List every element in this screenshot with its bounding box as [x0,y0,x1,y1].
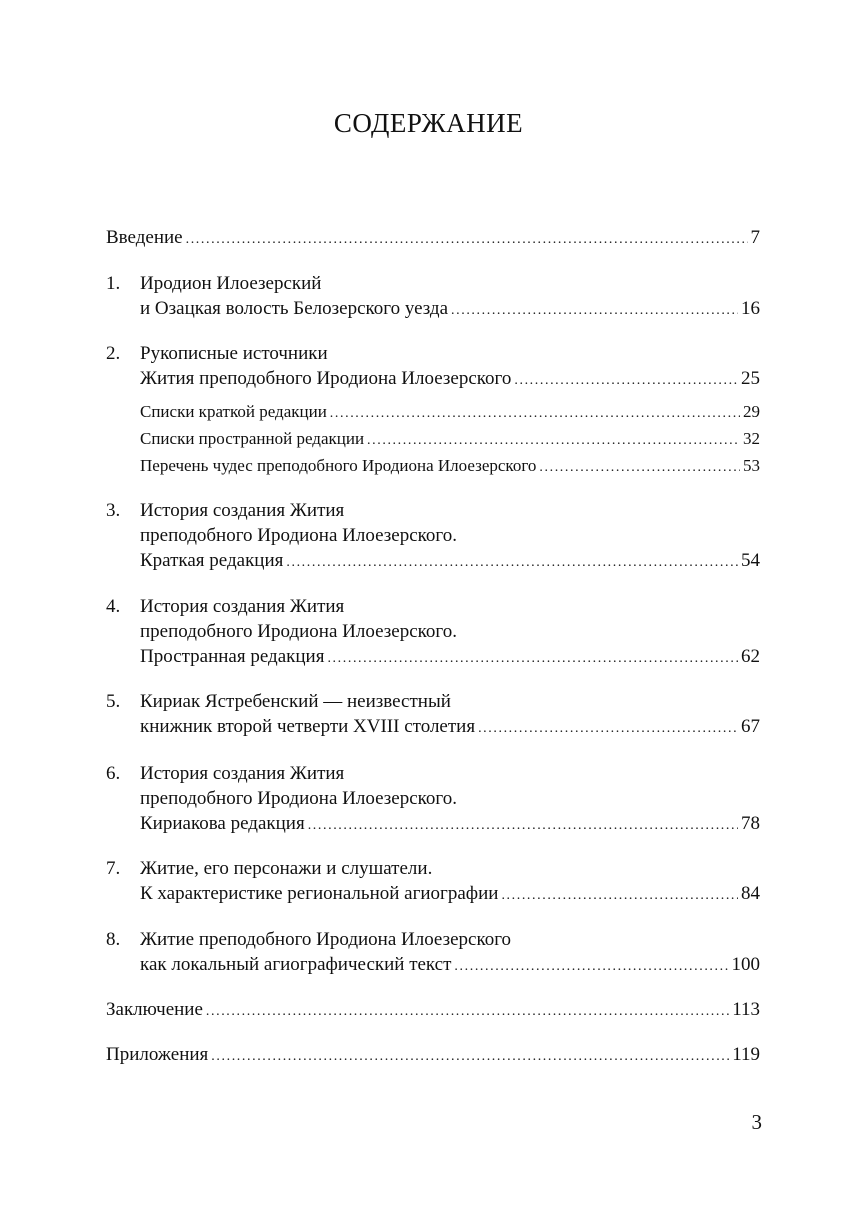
dot-leader [211,1045,729,1069]
toc-subentry[interactable] [106,400,760,424]
toc-subentry[interactable] [106,454,760,478]
toc-entry-title-line: Житие, его персонажи и слушатели. [140,858,433,879]
toc-entry-page: 84 [741,883,760,904]
dot-leader [367,429,740,453]
toc-entry-page: 7 [750,227,760,248]
toc-entry-title-line: Рукописные источники [140,343,328,364]
dot-leader [286,551,738,575]
dot-leader [478,717,738,741]
dot-leader [539,456,740,480]
toc-entry-ch2-line1[interactable] [106,342,760,366]
chapter-number: 5. [106,691,121,712]
toc-subentry-page: 32 [743,429,760,448]
toc-entry-label: Заключение [106,998,206,1022]
toc-entry-title-line: История создания Жития [140,500,345,521]
toc-entry-page: 54 [741,550,760,571]
toc-entry-title-line: История создания Жития [140,763,345,784]
toc-entry-ch4[interactable] [106,645,760,669]
toc-entry-title-line: преподобного Иродиона Илоезерского. [140,621,457,642]
toc-subentry[interactable] [106,427,760,451]
toc-entry-title-line: преподобного Иродиона Илоезерского. [140,788,457,809]
page-number: 3 [751,1110,762,1134]
chapter-number: 4. [106,596,121,617]
toc-entry-ch2[interactable] [106,367,760,391]
toc-entry-ch3[interactable] [106,549,760,573]
toc-entry-page: 16 [741,298,760,319]
toc-entry-ch4-line2[interactable] [106,620,760,644]
toc-entry-label: К характеристике региональной агиографии [140,882,501,906]
toc-entry-page: 100 [731,954,760,975]
toc-entry-ch7-line1[interactable] [106,857,760,881]
dot-leader [501,884,738,908]
toc-entry-ch1[interactable] [106,297,760,321]
dot-leader [454,955,728,979]
toc-entry-label: как локальный агиографический текст [140,953,454,977]
toc-entry-ch8[interactable] [106,953,760,977]
toc-entry-title-line: История создания Жития [140,596,345,617]
toc-entry-title-line: преподобного Иродиона Илоезерского. [140,525,457,546]
chapter-number: 7. [106,858,121,879]
toc-subentry-label: Перечень чудес преподобного Иродиона Илоезерского [140,454,539,478]
toc-subentry-page: 29 [743,402,760,421]
toc-entry-appendix[interactable] [106,1043,760,1067]
toc-entry-ch1-line1[interactable] [106,272,760,296]
toc-entry-ch6-line1[interactable] [106,762,760,786]
toc-entry-label: Приложения [106,1043,211,1067]
chapter-number: 3. [106,500,121,521]
toc-entry-ch6[interactable] [106,812,760,836]
toc-entry-label: Жития преподобного Иродиона Илоезерского [140,367,514,391]
toc-subentry-label: Списки краткой редакции [140,400,330,424]
dot-leader [330,402,740,426]
chapter-number: 2. [106,343,121,364]
toc-subentry-page: 53 [743,456,760,475]
dot-leader [514,369,738,393]
toc-entry-page: 113 [732,999,760,1020]
toc-entry-page: 62 [741,646,760,667]
toc-entry-ch3-line2[interactable] [106,524,760,548]
toc-subentry-label: Списки пространной редакции [140,427,367,451]
toc-entry-label: Пространная редакция [140,645,327,669]
toc-entry-page: 78 [741,813,760,834]
chapter-number: 1. [106,273,121,294]
toc-entry-ch4-line1[interactable] [106,595,760,619]
toc-entry-conclusion[interactable] [106,998,760,1022]
toc-entry-label: Введение [106,226,186,250]
toc-entry-label: Краткая редакция [140,549,286,573]
toc-entry-ch7[interactable] [106,882,760,906]
toc-entry-page: 119 [732,1044,760,1065]
dot-leader [327,647,738,671]
chapter-number: 6. [106,763,121,784]
toc-entry-ch5[interactable] [106,715,760,739]
toc-entry-page: 25 [741,368,760,389]
dot-leader [308,814,738,838]
toc-entry-title-line: Иродион Илоезерский [140,273,322,294]
dot-leader [186,228,748,252]
chapter-number: 8. [106,929,121,950]
toc-entry-title-line: Кириак Ястребенский — неизвестный [140,691,451,712]
dot-leader [206,1000,729,1024]
page-title: СОДЕРЖАНИЕ [333,108,524,138]
toc-entry-title-line: Житие преподобного Иродиона Илоезерского [140,929,512,950]
toc-entry-label: и Озацкая волость Белозерского уезда [140,297,451,321]
toc-entry-intro[interactable] [106,226,760,250]
toc-entry-page: 67 [741,716,760,737]
toc-entry-label: Кириакова редакция [140,812,308,836]
dot-leader [451,299,738,323]
toc-entry-ch5-line1[interactable] [106,690,760,714]
toc-entry-ch6-line2[interactable] [106,787,760,811]
toc-entry-label: книжник второй четверти XVIII столетия [140,715,478,739]
toc-entry-ch8-line1[interactable] [106,928,760,952]
toc-entry-ch3-line1[interactable] [106,499,760,523]
